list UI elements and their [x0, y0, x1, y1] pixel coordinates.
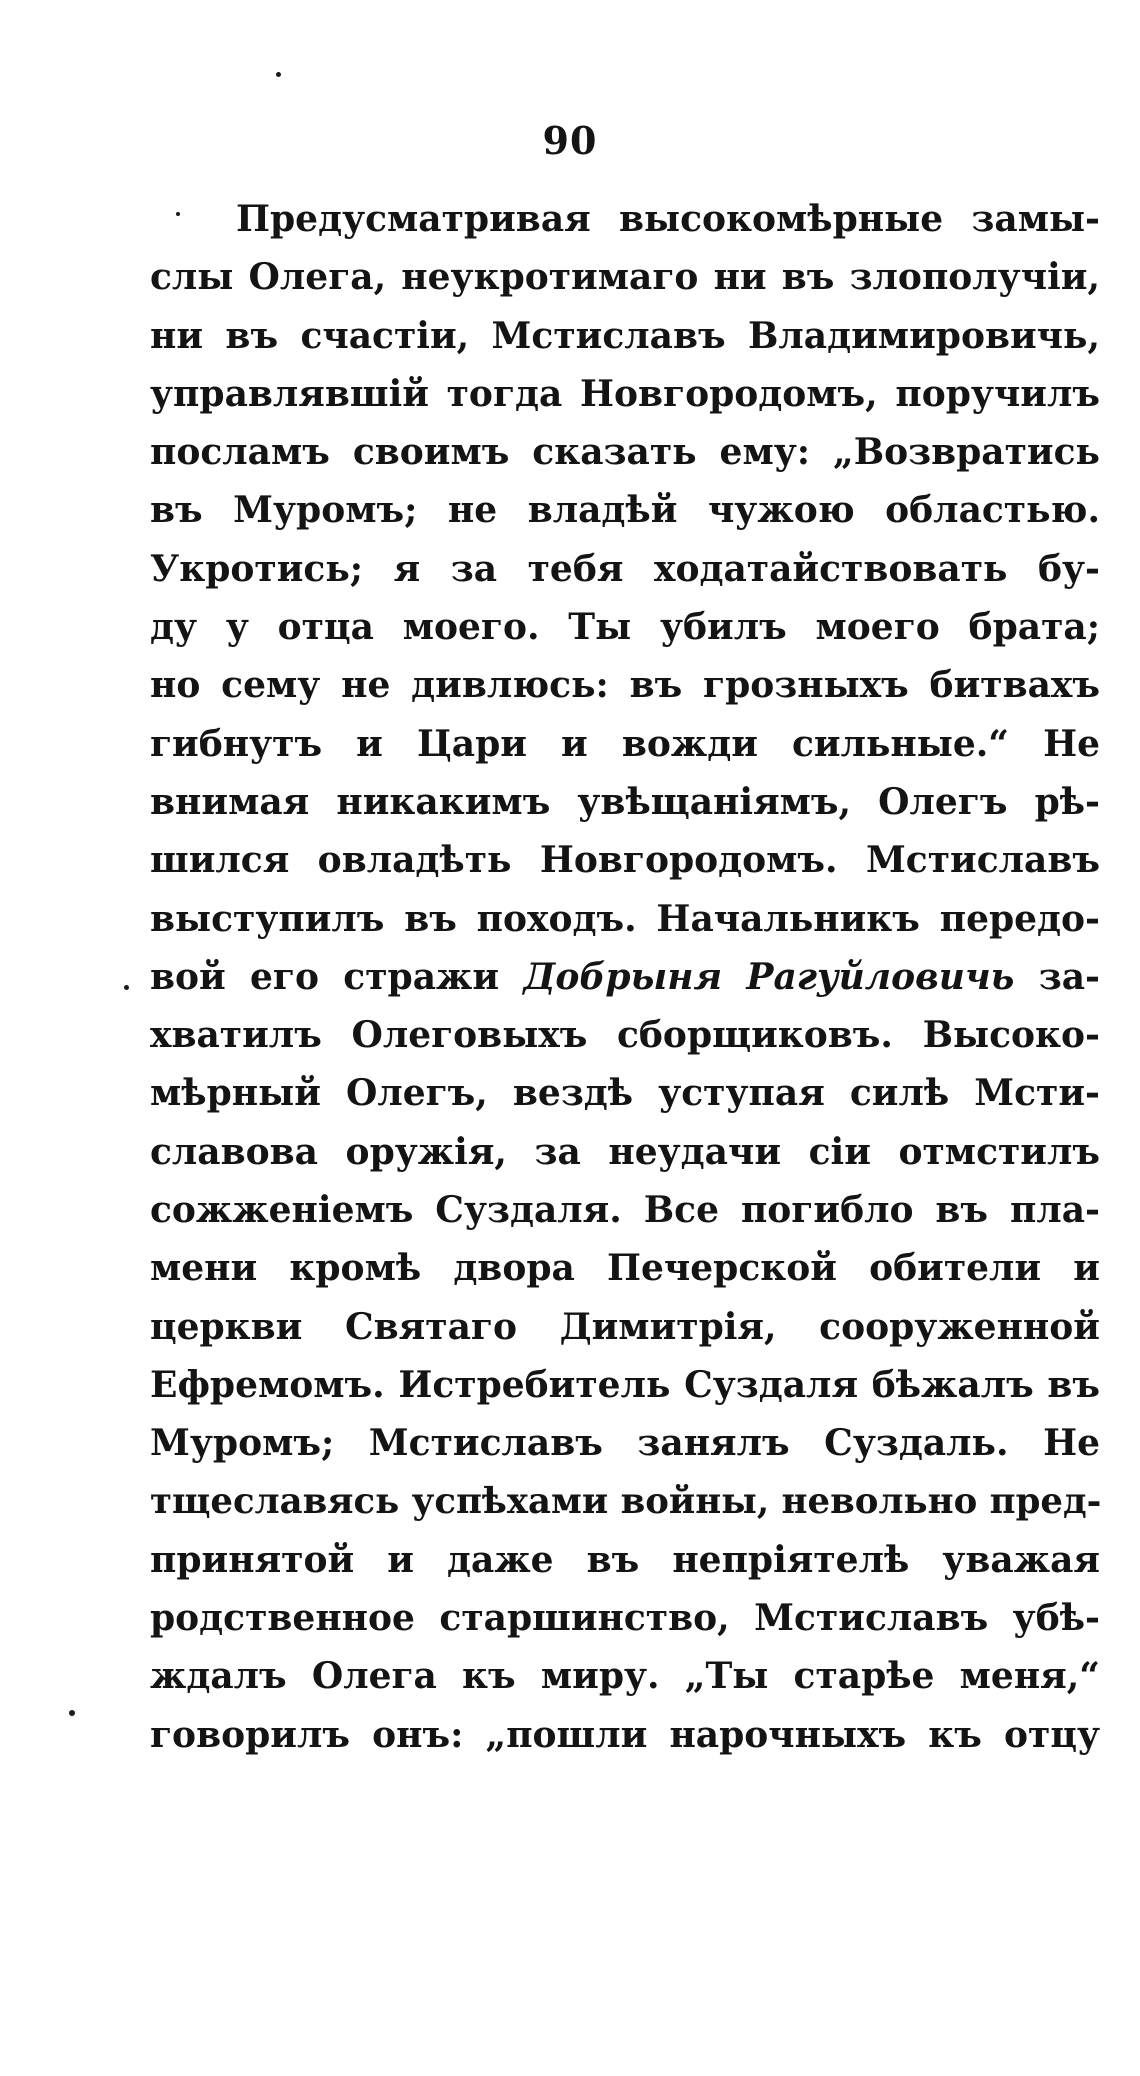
- text-line: управлявшій тогда Новгородомъ, поручилъ: [150, 372, 1100, 415]
- text-line: Предусматривая высокомѣрные замы-: [236, 198, 1100, 240]
- text-line: церкви Святаго Димитрія, сооруженной: [150, 1305, 1100, 1348]
- text-line: внимая никакимъ увѣщаніямъ, Олегъ рѣ-: [150, 780, 1100, 823]
- page-number: 90: [542, 118, 598, 163]
- text-line: хватилъ Олеговыхъ сборщиковъ. Высоко-: [150, 1014, 1100, 1057]
- text-fragment: за-: [1014, 955, 1100, 998]
- text-line: Ефремомъ. Истребитель Суздаля бѣжалъ въ: [150, 1363, 1100, 1406]
- body-text: [150, 190, 1100, 1764]
- text-line: тщеславясь успѣхами войны, невольно пред-: [150, 1480, 1102, 1522]
- text-line: слы Олега, неукротимаго ни въ злополучіи,: [150, 256, 1100, 299]
- text-line: въ Муромъ; не владѣй чужою областью.: [150, 489, 1100, 532]
- text-line: мени кромѣ двора Печерской обители и: [150, 1247, 1100, 1290]
- text-line: родственное старшинство, Мстиславъ убѣ-: [150, 1597, 1100, 1640]
- text-line: выступилъ въ походъ. Начальникъ передо-: [150, 897, 1100, 940]
- ink-speck: [69, 1710, 75, 1716]
- italic-person-name: Добрыня Рагуйловичь: [523, 955, 1015, 998]
- text-line: ду у отца моего. Ты убилъ моего брата;: [150, 606, 1100, 649]
- text-line: славова оружія, за неудачи сіи отмстилъ: [150, 1130, 1100, 1173]
- text-fragment: вой его стражи: [150, 955, 524, 998]
- text-line: говорилъ онъ: „пошли нарочныхъ къ отцу: [150, 1713, 1100, 1756]
- text-line: ни въ счастіи, Мстиславъ Владимировичь,: [150, 314, 1100, 357]
- text-line: Укротись; я за тебя ходатайствовать бу-: [150, 547, 1100, 590]
- ink-speck: [276, 72, 281, 77]
- text-line: мѣрный Олегъ, вездѣ уступая силѣ Мсти-: [150, 1072, 1100, 1115]
- text-line: шился овладѣть Новгородомъ. Мстиславъ: [150, 839, 1100, 882]
- text-line-with-name: [150, 948, 1100, 1006]
- text-line: сожженіемъ Суздаля. Все погибло въ пла-: [150, 1189, 1100, 1232]
- text-line: принятой и даже въ непріятелѣ уважая: [150, 1538, 1100, 1581]
- text-line: гибнутъ и Цари и вожди сильные.“ Не: [150, 722, 1100, 765]
- text-line: посламъ своимъ сказать ему: „Возвратись: [150, 431, 1100, 474]
- text-line: но сему не дивлюсь: въ грозныхъ битвахъ: [150, 664, 1100, 707]
- text-line: Муромъ; Мстиславъ занялъ Суздаль. Не: [150, 1422, 1100, 1465]
- ink-speck: [124, 985, 129, 990]
- text-line: ждалъ Олега къ миру. „Ты старѣе меня,“: [150, 1655, 1100, 1698]
